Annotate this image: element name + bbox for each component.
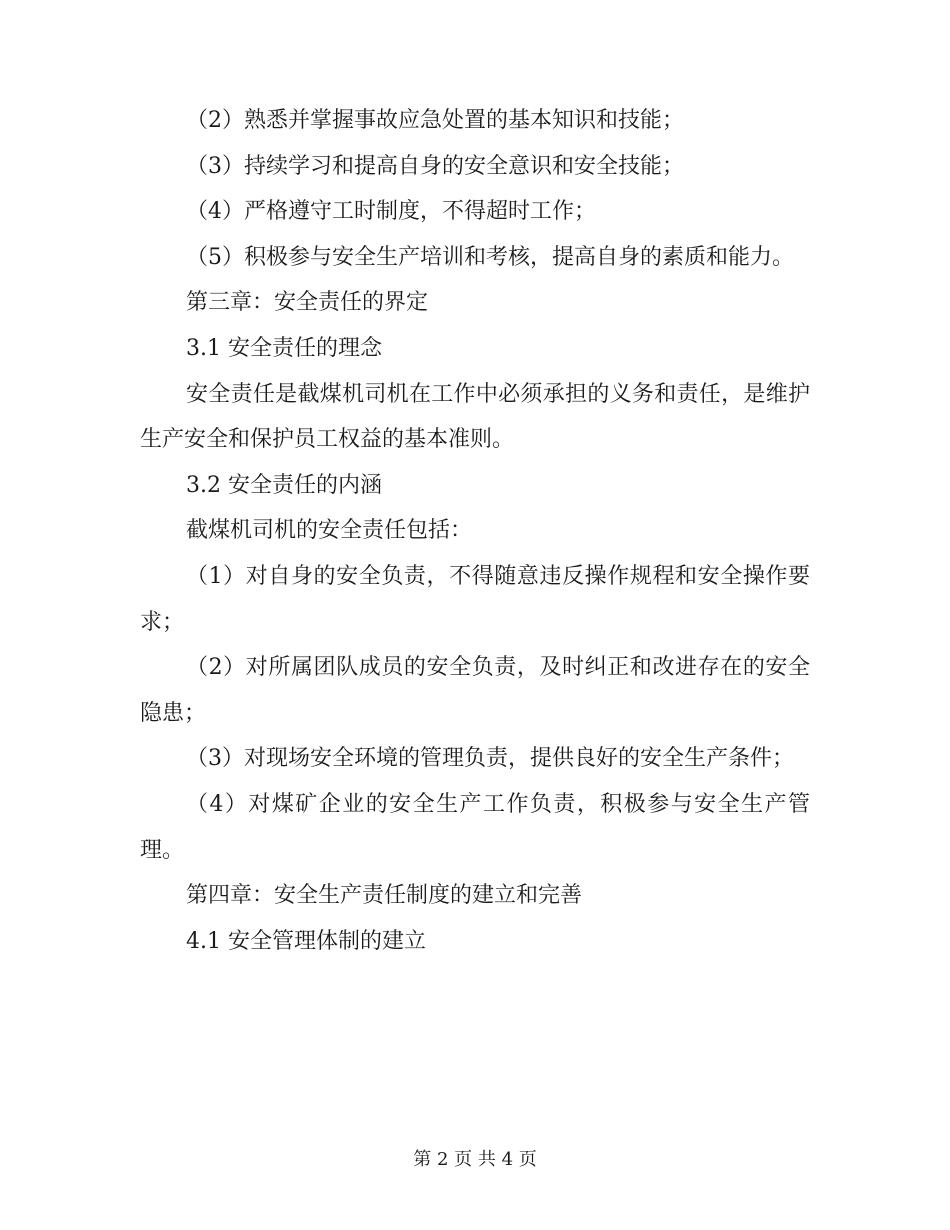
chapter-heading-3: 第三章：安全责任的界定 — [186, 290, 429, 316]
page-footer — [0, 1148, 950, 1172]
responsibility-item-1: （1）对自身的安全负责，不得随意违反操作规程和安全操作要求； — [140, 563, 810, 635]
responsibility-item-3: （3）对现场安全环境的管理负责，提供良好的安全生产条件； — [186, 746, 794, 772]
paragraph-item-4: （4）严格遵守工时制度，不得超时工作； — [186, 199, 596, 225]
responsibility-item-2: （2）对所属团队成员的安全负责，及时纠正和改进存在的安全隐患； — [140, 655, 810, 726]
chapter-heading-4: 第四章：安全生产责任制度的建立和完善 — [186, 883, 583, 909]
section-heading-3-1: 3.1 安全责任的理念 — [186, 335, 382, 361]
paragraph-item-2: （2）熟悉并掌握事故应急处置的基本知识和技能； — [186, 108, 684, 133]
section-heading-4-1: 4.1 安全管理体制的建立 — [186, 928, 426, 954]
document-body — [140, 98, 810, 964]
page-number-label: 第 2 页 共 4 页 — [413, 1149, 537, 1170]
section-intro-3-2: 截煤机司机的安全责任包括： — [186, 518, 473, 544]
paragraph-item-5: （5）积极参与安全生产培训和考核，提高自身的素质和能力。 — [186, 244, 794, 270]
section-heading-3-2: 3.2 安全责任的内涵 — [186, 472, 382, 498]
responsibility-item-4: （4）对煤矿企业的安全生产工作负责，积极参与安全生产管理。 — [140, 791, 810, 863]
paragraph-item-3: （3）持续学习和提高自身的安全意识和安全技能； — [186, 153, 684, 179]
section-body-3-1: 安全责任是截煤机司机在工作中必须承担的义务和责任，是维护生产安全和保护员工权益的基本准则。 — [140, 381, 810, 453]
